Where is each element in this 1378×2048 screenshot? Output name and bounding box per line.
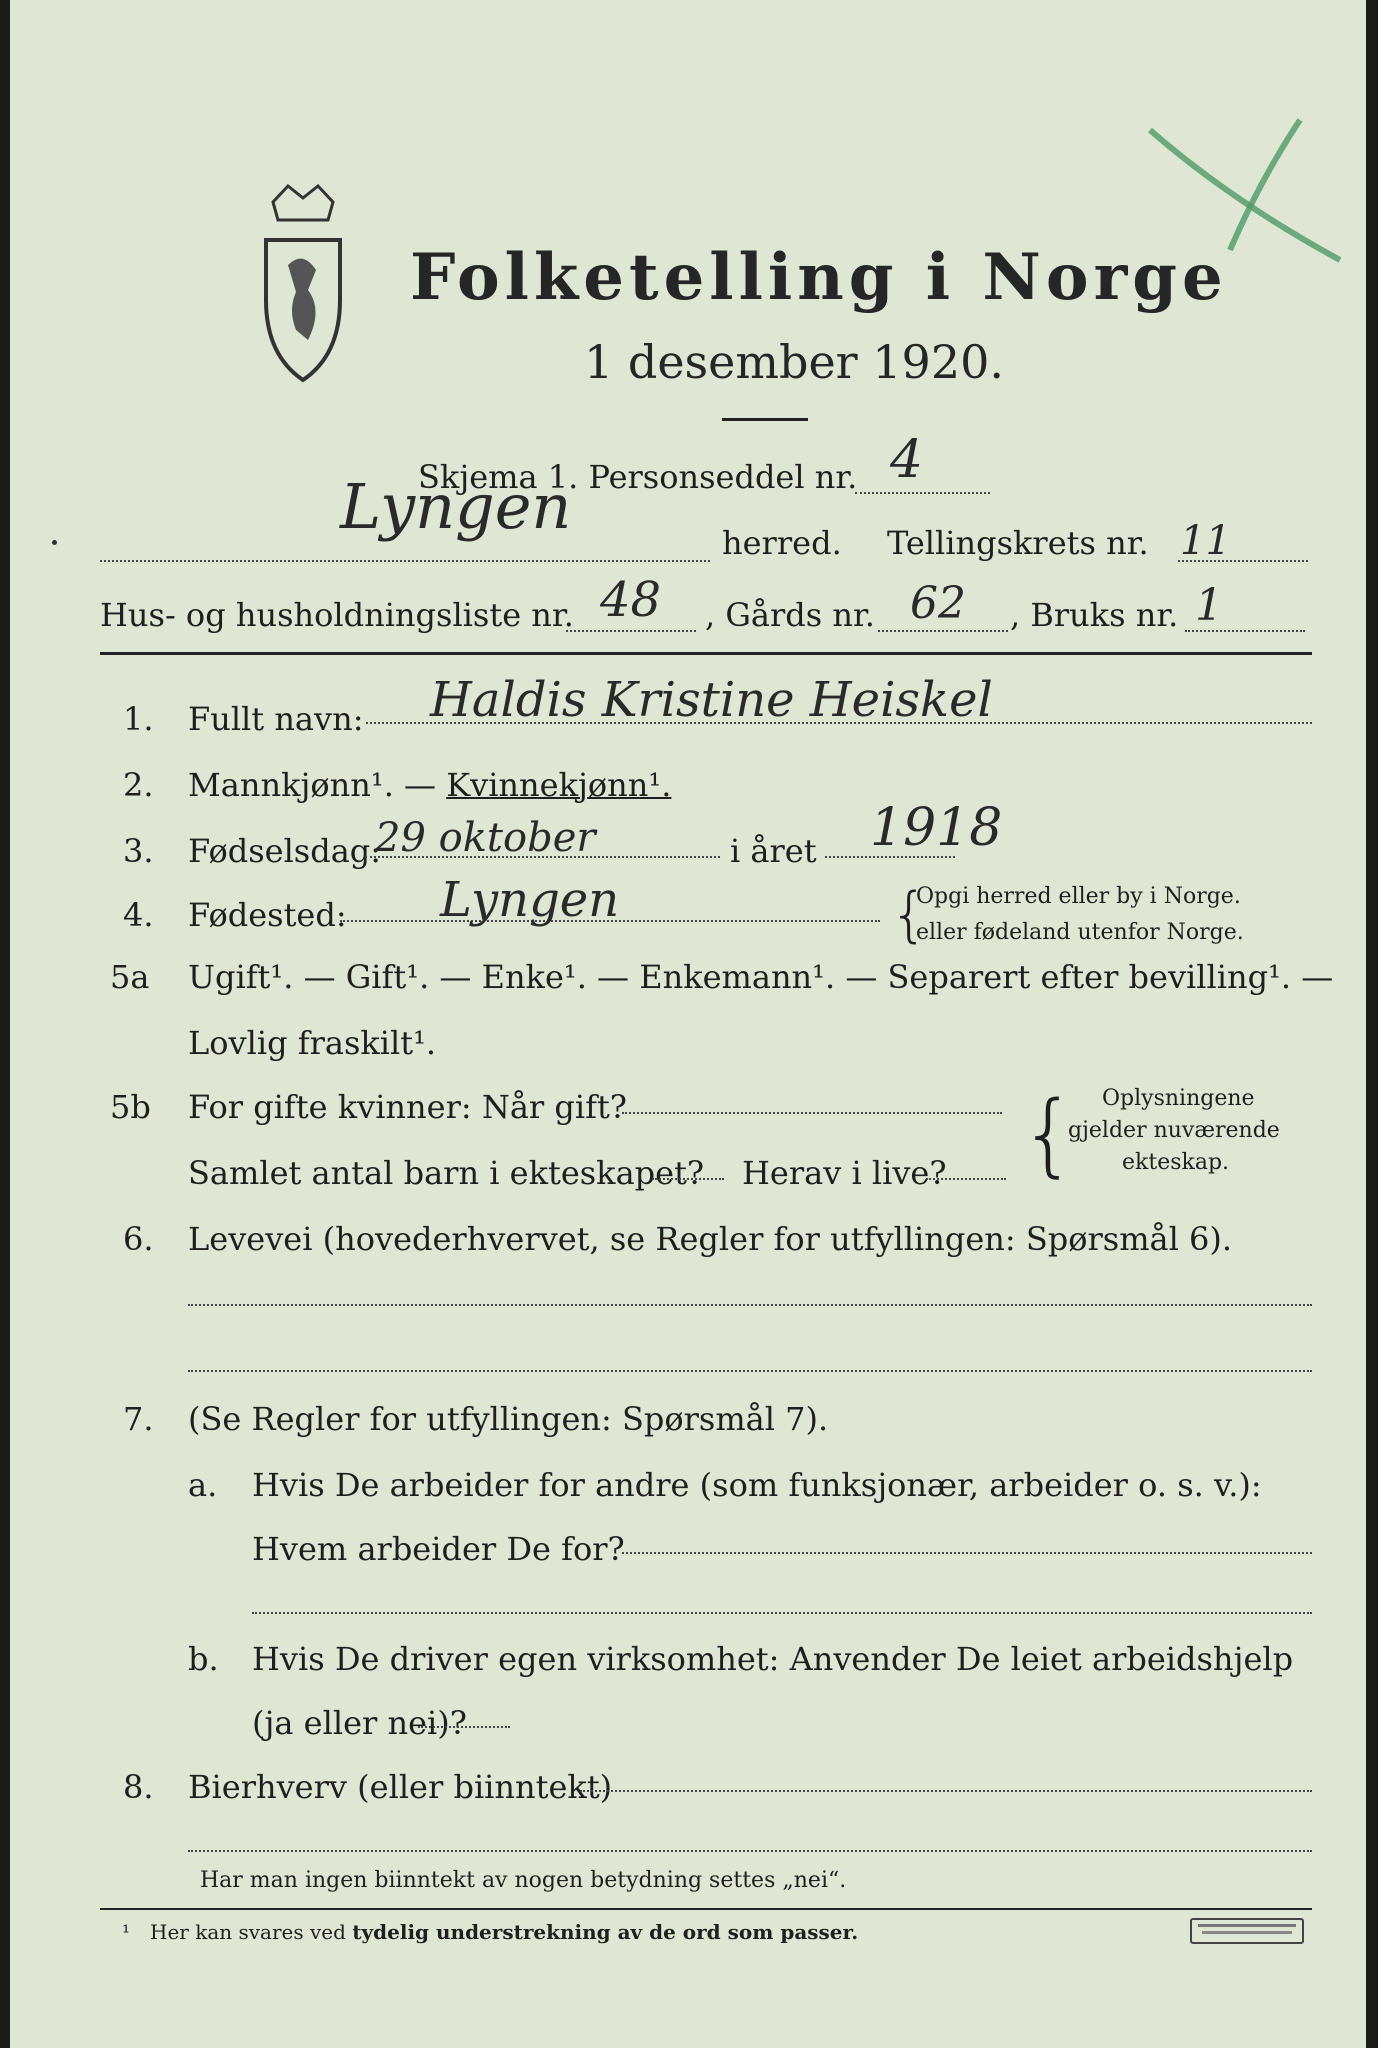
q6-label: Levevei (hovederhvervet, se Regler for utfyllingen: Spørsmål 6). xyxy=(188,1220,1233,1258)
tellingskrets-number: 11 xyxy=(1180,518,1231,564)
q1-answer-full-name: Haldis Kristine Heiskel xyxy=(430,672,993,728)
bruks-dotline xyxy=(1185,630,1305,632)
title-rule xyxy=(722,418,808,421)
q3-label: Fødselsdag: xyxy=(188,832,382,870)
gards-number: 62 xyxy=(910,578,966,629)
q1-number: 1. xyxy=(123,700,154,738)
q2-number: 2. xyxy=(123,766,154,804)
q5b-label: For gifte kvinner: Når gift? xyxy=(188,1088,627,1126)
norwegian-coat-of-arms-icon xyxy=(248,180,358,390)
herred-label: herred. xyxy=(722,524,842,562)
q3-number: 3. xyxy=(123,832,154,870)
q6-dotline-2 xyxy=(188,1370,1312,1372)
q5b-note-line3: ekteskap. xyxy=(1122,1150,1230,1175)
q5a-options-cont: Lovlig fraskilt¹. xyxy=(188,1024,437,1062)
census-form-page xyxy=(10,0,1366,2048)
husholdningsliste-dotline xyxy=(566,630,696,632)
q7a-letter: a. xyxy=(188,1466,218,1504)
q8-label: Bierhverv (eller biinntekt) xyxy=(188,1768,613,1806)
q8-note: Har man ingen biinntekt av nogen betydning settes „nei“. xyxy=(200,1868,847,1893)
q5a-options: Ugift¹. — Gift¹. — Enke¹. — Enkemann¹. — Separert efter bevilling¹. — xyxy=(188,958,1334,996)
q2-label xyxy=(188,766,671,804)
footer-divider xyxy=(100,1908,1312,1910)
personseddel-dotline xyxy=(855,492,990,494)
q4-note-line1: Opgi herred eller by i Norge. xyxy=(916,884,1241,909)
form-date: 1 desember 1920. xyxy=(584,335,1004,389)
q7b-answer-hint: (ja eller nei)? xyxy=(252,1704,467,1742)
q5b-married-dotline xyxy=(622,1112,1002,1114)
q8-number: 8. xyxy=(123,1768,154,1806)
q7b-letter: b. xyxy=(188,1640,219,1678)
q8-dotline-1 xyxy=(580,1790,1312,1792)
q7-number: 7. xyxy=(123,1400,154,1438)
q7a-question: Hvem arbeider De for? xyxy=(252,1530,625,1568)
q5b-alive-dotline xyxy=(926,1178,1006,1180)
q5b-children-dotline xyxy=(652,1178,724,1180)
tellingskrets-dotline xyxy=(1178,560,1308,562)
q7a-dotline-2 xyxy=(252,1612,1312,1614)
form-title: Folketelling i Norge xyxy=(410,240,1228,315)
q2-mannkjonn-option: Mannkjønn¹. xyxy=(188,766,394,804)
footnote-text xyxy=(150,1920,858,1944)
q7a-dotline-1 xyxy=(622,1552,1312,1554)
bruks-number: 1 xyxy=(1195,580,1223,631)
q7b-dotline xyxy=(418,1726,510,1728)
husholdningsliste-label: Hus- og husholdningsliste nr. xyxy=(100,596,574,634)
printer-stamp xyxy=(1190,1918,1304,1944)
q7b-text: Hvis De driver egen virksomhet: Anvender De leiet arbeidshjelp xyxy=(252,1640,1294,1678)
q7-label: (Se Regler for utfyllingen: Spørsmål 7). xyxy=(188,1400,829,1438)
green-x-mark-icon xyxy=(1140,110,1350,280)
q4-number: 4. xyxy=(123,896,154,934)
gards-label: , Gårds nr. xyxy=(705,596,875,634)
personseddel-number: 4 xyxy=(890,430,924,490)
tellingskrets-label: Tellingskrets nr. xyxy=(887,524,1149,562)
q6-number: 6. xyxy=(123,1220,154,1258)
herred-dotline xyxy=(100,560,710,562)
bruks-label: , Bruks nr. xyxy=(1010,596,1179,634)
q5b-children-label: Samlet antal barn i ekteskapet? xyxy=(188,1154,705,1192)
q2-separator: — xyxy=(404,766,437,804)
herred-name: Lyngen xyxy=(340,470,572,543)
footnote-text-bold: tydelig understrekning av de ord som passer. xyxy=(352,1920,859,1944)
q4-brace: { xyxy=(890,880,929,950)
q4-answer-birthplace: Lyngen xyxy=(440,872,620,928)
margin-mark xyxy=(52,540,57,545)
header-divider xyxy=(100,652,1312,655)
q7a-text: Hvis De arbeider for andre (som funksjonær, arbeider o. s. v.): xyxy=(252,1466,1262,1504)
q1-label: Fullt navn: xyxy=(188,700,364,738)
q5b-note-line1: Oplysningene xyxy=(1102,1086,1255,1111)
q4-label: Fødested: xyxy=(188,896,347,934)
footnote-text-plain: Her kan svares ved xyxy=(150,1920,346,1944)
q8-dotline-2 xyxy=(188,1850,1312,1852)
footnote-marker: ¹ xyxy=(122,1920,131,1944)
gards-dotline xyxy=(878,630,1008,632)
q2-kvinnekjonn-option: Kvinnekjønn¹. xyxy=(446,766,672,804)
q5b-alive-label: Herav i live? xyxy=(742,1154,947,1192)
q4-note-line2: eller fødeland utenfor Norge. xyxy=(916,920,1244,945)
q3-answer-year: 1918 xyxy=(870,798,1003,858)
q5b-note-line2: gjelder nuværende xyxy=(1068,1118,1280,1143)
q3-year-label: i året xyxy=(730,832,817,870)
q3-answer-birthday: 29 oktober xyxy=(375,815,596,861)
q5b-brace: { xyxy=(1020,1082,1078,1187)
q5b-number: 5b xyxy=(110,1088,151,1126)
q5a-number: 5a xyxy=(110,958,150,996)
q6-dotline-1 xyxy=(188,1304,1312,1306)
skjema-label: Skjema 1. Personseddel nr. xyxy=(418,458,858,496)
husholdningsliste-number: 48 xyxy=(600,572,662,628)
